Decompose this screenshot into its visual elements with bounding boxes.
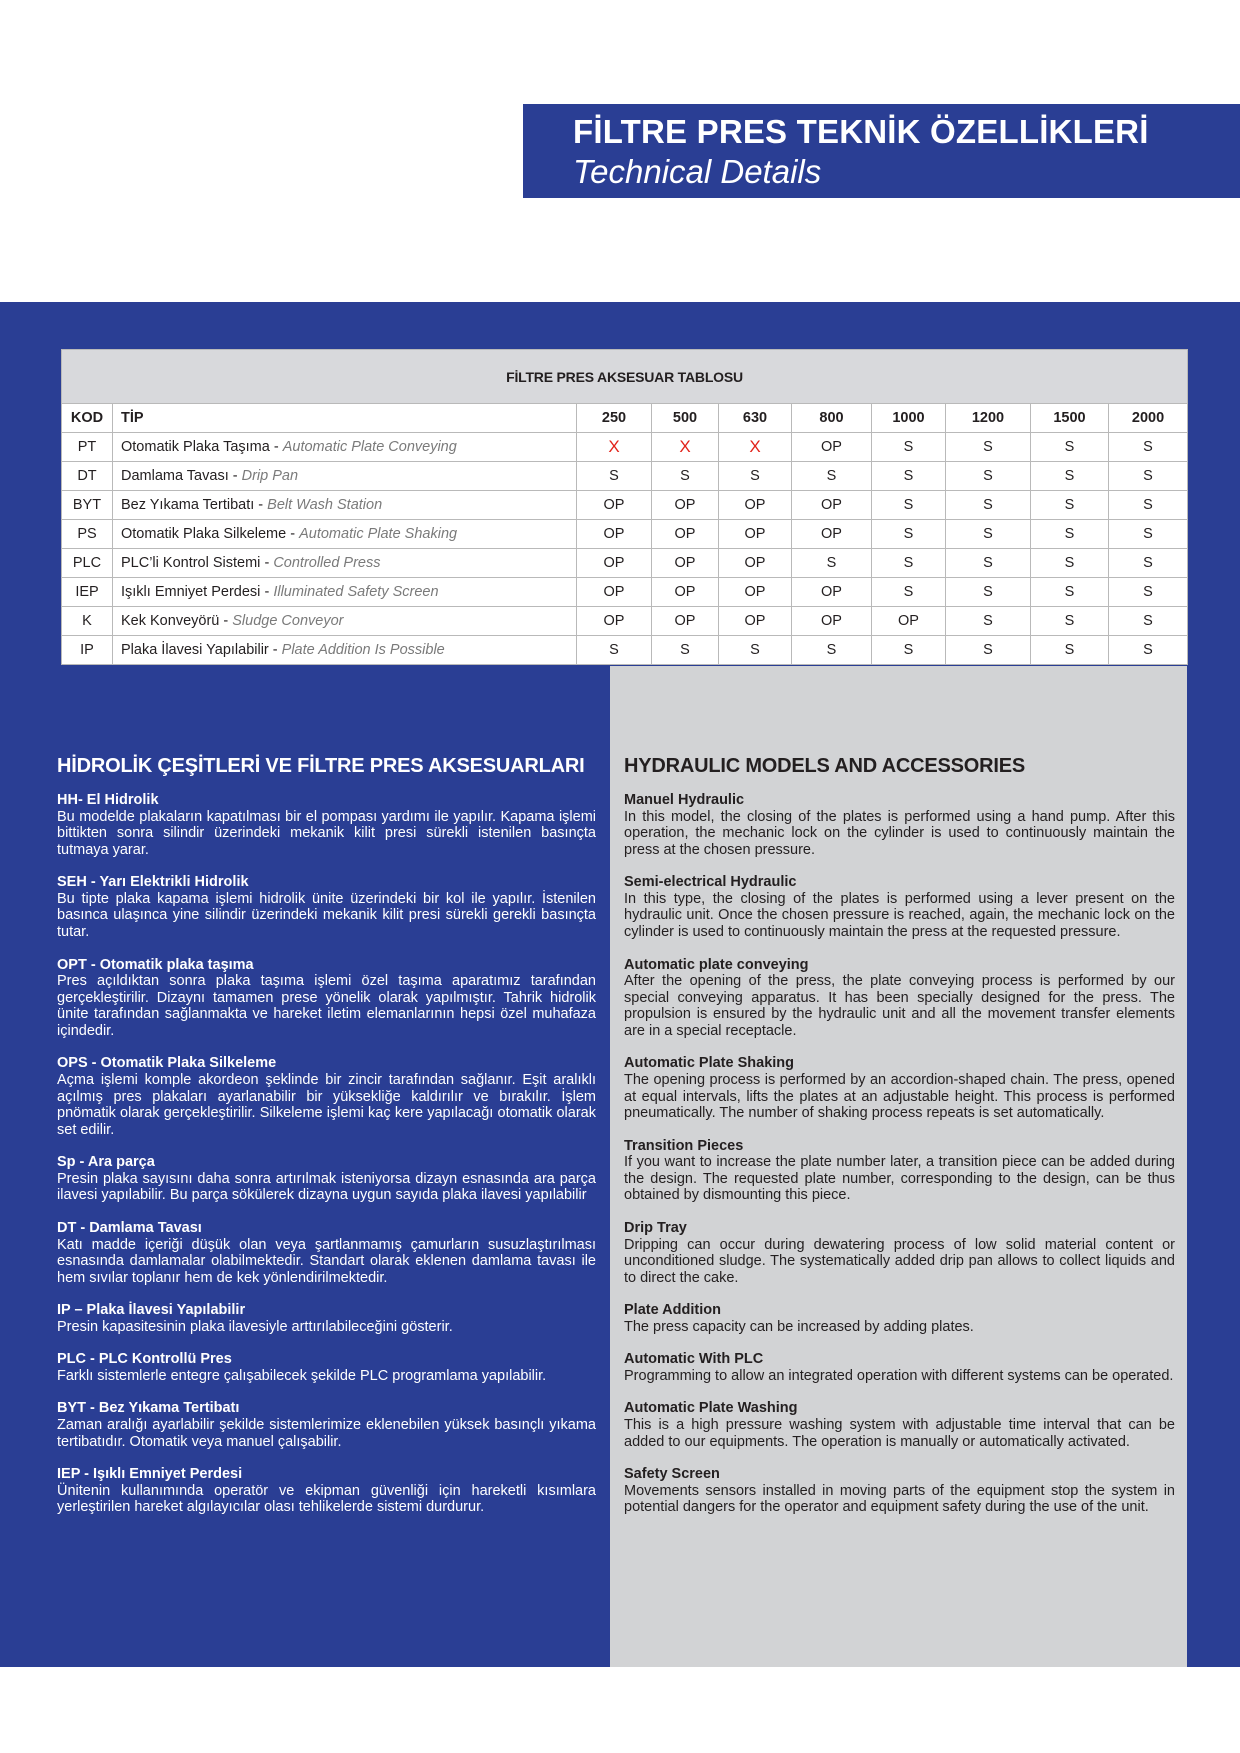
row-type: PLC’li Kontrol Sistemi - Controlled Press (113, 549, 577, 578)
item-text: This is a high pressure washing system with adjustable time interval that can be added to our equipments. The operation is manually or automatically activated. (624, 1416, 1175, 1450)
table-title: FİLTRE PRES AKSESUAR TABLOSU (62, 350, 1188, 404)
right-items-list (624, 792, 1175, 1516)
item-title: Automatic plate conveying (624, 956, 809, 973)
value-cell: S (652, 462, 719, 491)
value-cell: S (872, 636, 946, 665)
row-type-tr: Bez Yıkama Tertibatı (121, 497, 255, 513)
table-row (62, 578, 1188, 607)
value-cell: S (872, 578, 946, 607)
item-title: Automatic Plate Shaking (624, 1055, 795, 1072)
value-cell: S (1031, 433, 1109, 462)
row-code: PT (62, 433, 113, 462)
row-type-en: Automatic Plate Shaking (299, 526, 458, 542)
table-row (62, 462, 1188, 491)
item-text: Pres açıldıktan sonra plaka taşıma işlemi özel taşıma aparatımız tarafından gerçekleştirilir. Dizaynı tamamen prese yönelik olarak yapılmıştır. Tahrik hidrolik ünite tarafından sağlanmakta ve hareket iletim elemanlarının hepsi özel muhafaza içindedir. (57, 973, 596, 1039)
accessory-item (57, 874, 596, 940)
value-cell: OP (577, 549, 652, 578)
value-cell: OP (792, 491, 872, 520)
value-cell: OP (792, 520, 872, 549)
value-cell: OP (872, 607, 946, 636)
row-code: PS (62, 520, 113, 549)
value-cell: S (577, 462, 652, 491)
item-title: SEH - Yarı Elektrikli Hidrolik (57, 874, 249, 891)
value-cell: S (1109, 520, 1188, 549)
item-title: HH- El Hidrolik (57, 792, 159, 808)
value-cell: X (577, 433, 652, 462)
value-cell: OP (577, 607, 652, 636)
value-cell: S (1031, 549, 1109, 578)
value-cell: X (652, 433, 719, 462)
item-text: Presin plaka sayısını daha sonra artırılmak isteniyorsa dizayn esnasında ara parça ilavesi yapılabilir. Bu parça sökülerek dizayna uygun sayıda plaka ilavesi yapılabilir (57, 1170, 596, 1204)
item-text: Dripping can occur during dewatering process of low solid material content or unconditioned sludge. The systematically added drip pan allows to collect liquids and to direct the cake. (624, 1236, 1175, 1286)
value-cell: S (652, 636, 719, 665)
table-row (62, 433, 1188, 462)
item-title: Safety Screen (624, 1466, 720, 1483)
value-cell: S (946, 607, 1031, 636)
row-code: DT (62, 462, 113, 491)
value-cell: S (946, 462, 1031, 491)
row-type-tr: PLC’li Kontrol Sistemi (121, 555, 261, 571)
value-cell: S (1109, 549, 1188, 578)
item-title: PLC - PLC Kontrollü Pres (57, 1351, 232, 1368)
value-cell: S (946, 433, 1031, 462)
value-cell: S (1031, 636, 1109, 665)
page-subtitle: Technical Details (573, 153, 822, 190)
row-type: Kek Konveyörü - Sludge Conveyor (113, 607, 577, 636)
item-text: The opening process is performed by an accordion-shaped chain. The press, opened at equal intervals, lifts the plates at an adjustable height. This process is performed pneumatically. The number of shaking process repeats is set automatically. (624, 1071, 1175, 1122)
item-title: OPS - Otomatik Plaka Silkeleme (57, 1055, 277, 1072)
value-cell: OP (792, 433, 872, 462)
column-header: 250 (577, 404, 652, 433)
left-items-list (57, 792, 596, 1516)
value-cell: S (872, 462, 946, 491)
row-type: Damlama Tavası - Drip Pan (113, 462, 577, 491)
table-body (62, 433, 1188, 665)
item-text: Katı madde içeriği düşük olan veya şartlanmamış çamurların susuzlaştırılması esnasında damlamalar olabilmektedir. Standart olarak eklenen damlama tavası ile hem sıvılar toplanır hem de kek yönlendirilmektedir. (57, 1236, 596, 1286)
item-title: BYT - Bez Yıkama Tertibatı (57, 1400, 240, 1417)
row-type: Otomatik Plaka Taşıma - Automatic Plate Conveying (113, 433, 577, 462)
accessory-item (624, 874, 1175, 940)
row-code: PLC (62, 549, 113, 578)
value-cell: OP (577, 520, 652, 549)
row-type-en: Drip Pan (241, 468, 299, 484)
item-title: IP – Plaka İlavesi Yapılabilir (57, 1302, 246, 1319)
table-row (62, 636, 1188, 665)
value-cell: S (1109, 636, 1188, 665)
column-header: 800 (792, 404, 872, 433)
value-cell: S (946, 578, 1031, 607)
item-text: Movements sensors installed in moving parts of the equipment stop the system in potential dangers for the operator and equipment safety during the use of the unit. (624, 1482, 1175, 1516)
item-text: In this type, the closing of the plates is performed using a lever present on the hydraulic unit. Once the chosen pressure is reached, again, the mechanic lock on the cylinder is used to continuously maintain the press at the requested pressure. (624, 890, 1175, 940)
column-header: 1200 (946, 404, 1031, 433)
value-cell: S (946, 520, 1031, 549)
value-cell: S (1109, 462, 1188, 491)
item-title: Drip Tray (624, 1220, 687, 1236)
row-type-en: Controlled Press (273, 555, 381, 571)
row-type: Bez Yıkama Tertibatı - Belt Wash Station (113, 491, 577, 520)
row-type-tr: Plaka İlavesi Yapılabilir (121, 642, 269, 658)
value-cell: OP (719, 607, 792, 636)
value-cell: S (1031, 607, 1109, 636)
accessory-item (57, 1466, 596, 1516)
row-code: IP (62, 636, 113, 665)
value-cell: OP (792, 578, 872, 607)
value-cell: S (1109, 578, 1188, 607)
accessory-item (57, 1055, 596, 1138)
item-title: Transition Pieces (624, 1137, 744, 1154)
column-header: 630 (719, 404, 792, 433)
value-cell: OP (652, 520, 719, 549)
value-cell: S (719, 462, 792, 491)
item-text: In this model, the closing of the plates is performed using a hand pump. After this operation, the mechanic lock on the cylinder is used to continuously maintain the press at the chosen pressure. (624, 808, 1175, 858)
column-header: 2000 (1109, 404, 1188, 433)
accessory-item (624, 1351, 1175, 1384)
column-header: TİP (113, 404, 577, 433)
accessory-item (57, 1400, 596, 1450)
column-header: 500 (652, 404, 719, 433)
item-text: If you want to increase the plate number later, a transition piece can be added during the design. The requested plate number, corresponding to the design, can be thus obtained by dismounting this piece. (624, 1154, 1175, 1204)
value-cell: OP (652, 491, 719, 520)
value-cell: S (946, 636, 1031, 665)
accessory-item (57, 1351, 596, 1384)
accessory-item (624, 1138, 1175, 1204)
value-cell: S (719, 636, 792, 665)
value-cell: OP (577, 491, 652, 520)
item-text: Zaman aralığı ayarlabilir şekilde sistemlerimize eklenebilen yüksek basınçlı yıkama tertibatıdır. Otomatik veya manuel çalışabilir. (57, 1416, 596, 1450)
item-text: After the opening of the press, the plate conveying process is performed by our special conveying apparatus. It has been specially designed for the press. The propulsion is ensured by the hydraulic unit and all the movement transfer elements are in a special receptacle. (624, 973, 1175, 1039)
accessory-item (57, 1302, 596, 1335)
item-title: DT - Damlama Tavası (57, 1220, 202, 1236)
accessory-item (624, 1302, 1175, 1335)
value-cell: OP (652, 549, 719, 578)
accessory-item (624, 1220, 1175, 1286)
column-header: 1000 (872, 404, 946, 433)
row-type: Otomatik Plaka Silkeleme - Automatic Plate Shaking (113, 520, 577, 549)
row-type-en: Sludge Conveyor (232, 613, 344, 629)
item-text: Bu modelde plakaların kapatılması bir el pompası yardımı ile yapılır. Kapama işlemi bittikten sonra silindir üzerindeki mekanik kilit presi sürekli istenilen basınçta tutmaya yarar. (57, 808, 596, 858)
accessory-item (624, 792, 1175, 858)
value-cell: S (946, 491, 1031, 520)
accessory-item (57, 957, 596, 1040)
value-cell: OP (792, 607, 872, 636)
table-row (62, 607, 1188, 636)
accessory-item (624, 1400, 1175, 1450)
value-cell: S (1031, 491, 1109, 520)
item-text: The press capacity can be increased by adding plates. (624, 1318, 974, 1335)
item-text: Farklı sistemlerle entegre çalışabilecek şekilde PLC programlama yapılabilir. (57, 1367, 547, 1384)
value-cell: OP (719, 491, 792, 520)
row-type-tr: Kek Konveyörü (121, 613, 220, 629)
value-cell: S (1031, 520, 1109, 549)
value-cell: OP (719, 578, 792, 607)
value-cell: S (1031, 578, 1109, 607)
row-type-en: Plate Addition Is Possible (281, 642, 445, 658)
accessory-table (61, 349, 1188, 665)
value-cell: S (1109, 491, 1188, 520)
row-type-tr: Otomatik Plaka Taşıma (121, 439, 270, 455)
item-title: Sp - Ara parça (57, 1154, 155, 1171)
row-type-en: Belt Wash Station (267, 497, 383, 513)
value-cell: S (872, 433, 946, 462)
value-cell: OP (652, 607, 719, 636)
item-text: Bu tipte plaka kapama işlemi hidrolik ünite üzerindeki bir kol ile yapılır. İstenilen basınca ulaşınca yine silindir üzerindeki mekanik kilit presi sürekli gerekli basınçta tutar. (57, 890, 596, 940)
value-cell: S (872, 491, 946, 520)
accessory-item (624, 1055, 1175, 1121)
header-banner (523, 104, 1240, 198)
value-cell: S (1109, 607, 1188, 636)
table-row (62, 491, 1188, 520)
value-cell: S (792, 462, 872, 491)
row-type-en: Automatic Plate Conveying (282, 439, 457, 455)
value-cell: S (872, 520, 946, 549)
accessory-item (624, 957, 1175, 1040)
value-cell: S (872, 549, 946, 578)
page-title: FİLTRE PRES TEKNİK ÖZELLİKLERİ (573, 113, 1149, 150)
right-section-title: HYDRAULIC MODELS AND ACCESSORIES (624, 755, 1026, 777)
column-header: KOD (62, 404, 113, 433)
value-cell: OP (652, 578, 719, 607)
left-column-turkish (0, 666, 610, 1667)
row-code: BYT (62, 491, 113, 520)
value-cell: OP (719, 549, 792, 578)
accessory-item (57, 1154, 596, 1204)
item-title: OPT - Otomatik plaka taşıma (57, 956, 254, 973)
column-header: 1500 (1031, 404, 1109, 433)
value-cell: S (1109, 433, 1188, 462)
value-cell: S (792, 636, 872, 665)
row-type-tr: Damlama Tavası (121, 468, 229, 484)
item-title: Plate Addition (624, 1302, 721, 1319)
item-text: Programming to allow an integrated operation with different systems can be operated. (624, 1367, 1174, 1384)
accessory-item (57, 792, 596, 858)
item-title: IEP - Işıklı Emniyet Perdesi (57, 1466, 243, 1483)
item-title: Semi-electrical Hydraulic (624, 874, 797, 891)
right-column-english (610, 666, 1187, 1667)
row-type-en: Illuminated Safety Screen (273, 584, 439, 600)
value-cell: S (577, 636, 652, 665)
value-cell: X (719, 433, 792, 462)
value-cell: S (946, 549, 1031, 578)
table-header-row (62, 404, 1188, 433)
item-text: Presin kapasitesinin plaka ilavesiyle arttırılabileceğini gösterir. (57, 1318, 453, 1335)
accessory-item (624, 1466, 1175, 1516)
value-cell: OP (577, 578, 652, 607)
item-title: Manuel Hydraulic (624, 792, 745, 808)
item-text: Ünitenin kullanımında operatör ve ekipman güvenliği için hareketli kısımlara yerleştirilen hareket algılayıcılar olası tehlikelerde sistemi durdurur. (57, 1482, 596, 1516)
row-type: Plaka İlavesi Yapılabilir - Plate Addition Is Possible (113, 636, 577, 665)
value-cell: S (792, 549, 872, 578)
item-text: Açma işlemi komple akordeon şeklinde bir zincir tarafından sağlanır. Eşit aralıklı açılmış pres plakaları ayarlanabilir bir yüksekliğe kaldırılır ve bırakılır. İşlem pnömatik olarak gerçekleştirilir. Silkeleme işlemi kaç kere yapılacağı otomatik olarak set edilir. (57, 1071, 596, 1138)
row-code: K (62, 607, 113, 636)
table-row (62, 549, 1188, 578)
left-section-title: HİDROLİK ÇEŞİTLERİ VE FİLTRE PRES AKSESUARLARI (57, 755, 585, 777)
row-type-tr: Otomatik Plaka Silkeleme (121, 526, 287, 542)
value-cell: OP (719, 520, 792, 549)
accessory-item (57, 1220, 596, 1286)
row-code: IEP (62, 578, 113, 607)
value-cell: S (1031, 462, 1109, 491)
row-type: Işıklı Emniyet Perdesi - Illuminated Safety Screen (113, 578, 577, 607)
table-row (62, 520, 1188, 549)
row-type-tr: Işıklı Emniyet Perdesi (121, 584, 261, 600)
item-title: Automatic Plate Washing (624, 1400, 798, 1417)
item-title: Automatic With PLC (624, 1351, 764, 1368)
